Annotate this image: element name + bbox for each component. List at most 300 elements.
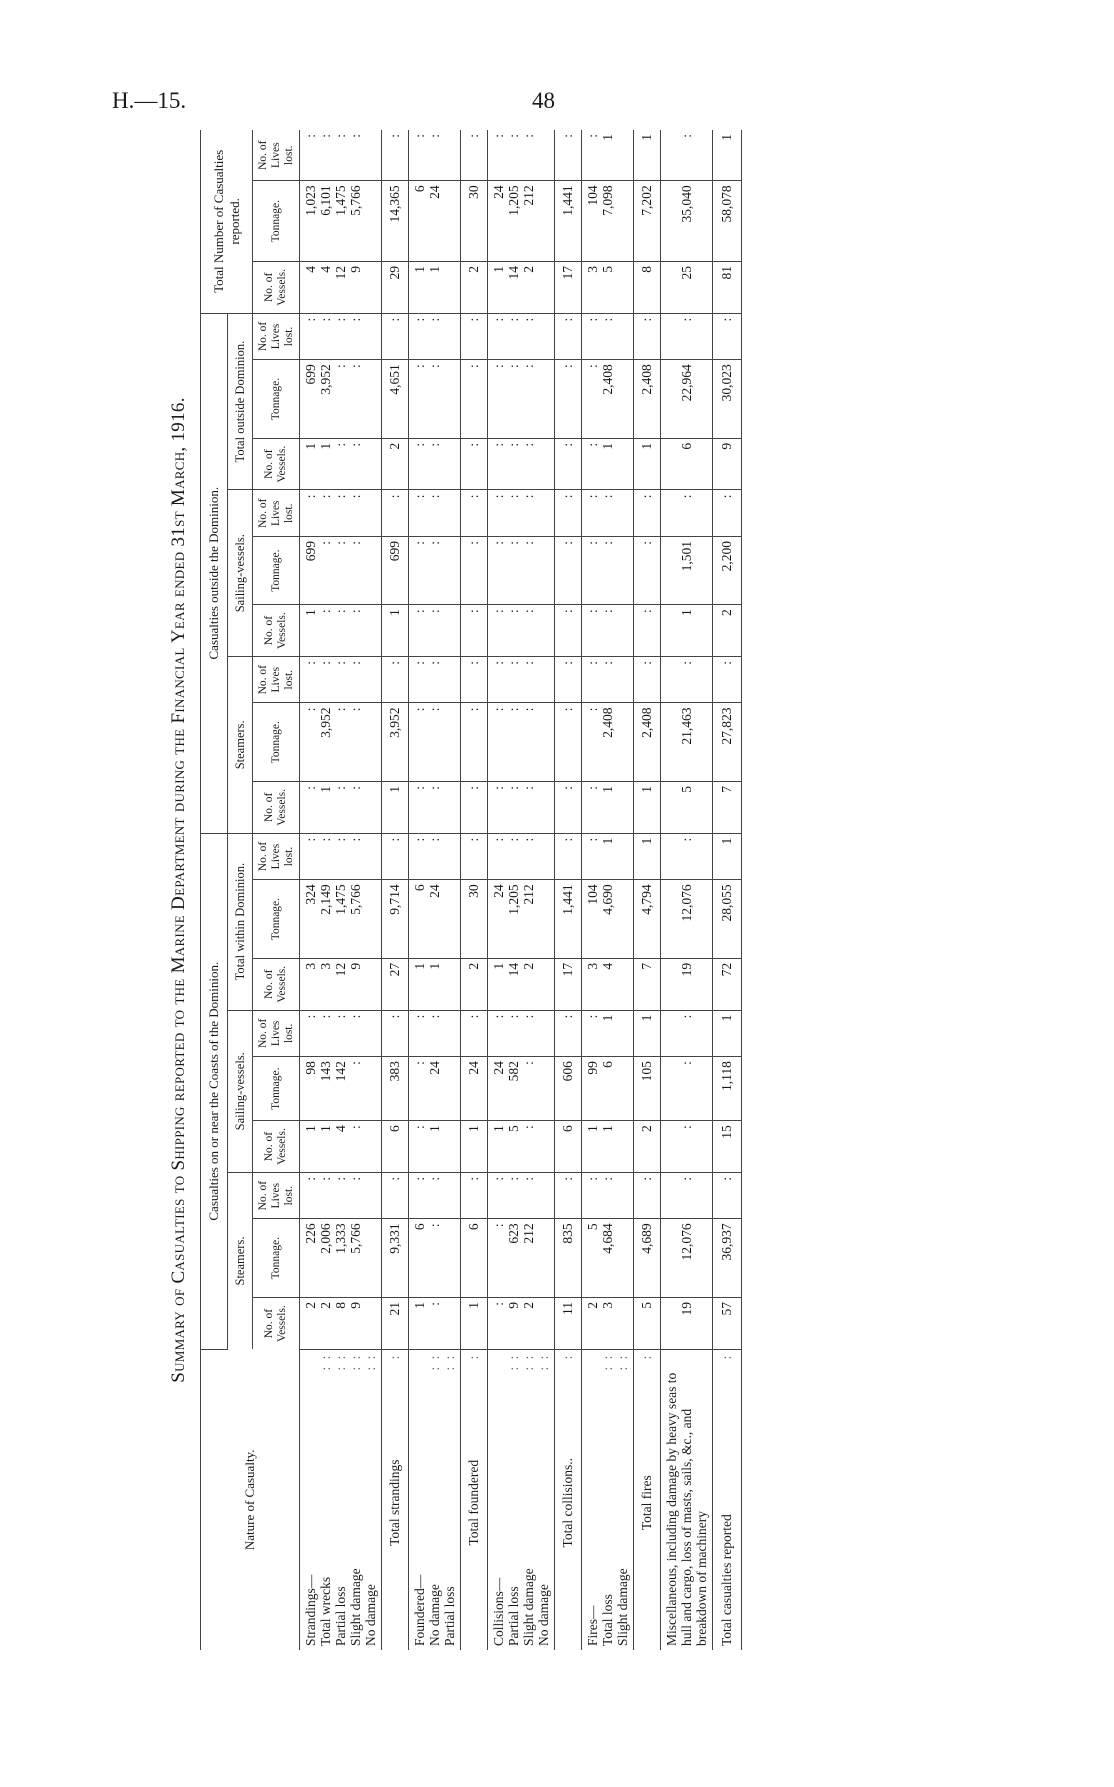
cell-value: 24 582 : bbox=[491, 1061, 536, 1082]
cell-value: 1,501 bbox=[679, 541, 694, 572]
cell-value: 21,463 bbox=[679, 707, 694, 745]
subheader-tonnage: Tonnage. bbox=[253, 1057, 300, 1121]
value-cell-vessels bbox=[461, 605, 488, 657]
cell-value: : : bbox=[585, 1176, 615, 1181]
value-cell-tonnage bbox=[713, 1219, 742, 1298]
value-cell-vessels bbox=[582, 782, 634, 834]
value-cell-tonnage bbox=[634, 880, 661, 959]
cell-value: 22,964 bbox=[679, 364, 694, 402]
cell-value: 35,040 bbox=[679, 185, 694, 223]
value-cell-lives bbox=[300, 313, 382, 360]
cell-value: 1 bbox=[466, 1125, 481, 1132]
value-cell-vessels bbox=[634, 958, 661, 1010]
value-cell-tonnage bbox=[382, 703, 409, 782]
value-cell-vessels bbox=[382, 958, 409, 1010]
cell-value: 104 4,690 bbox=[585, 884, 615, 915]
value-cell-tonnage bbox=[713, 360, 742, 439]
cell-value: : : : bbox=[491, 660, 536, 665]
cell-value: 1 bbox=[719, 1014, 734, 1022]
value-cell-tonnage bbox=[382, 181, 409, 262]
cell-value: 6 bbox=[560, 1125, 575, 1132]
cell-value: : bbox=[679, 1176, 694, 1181]
cell-value: : : : bbox=[491, 317, 536, 322]
cell-value: 1 1 bbox=[412, 266, 442, 273]
value-cell-tonnage bbox=[488, 537, 555, 605]
value-cell-vessels bbox=[409, 782, 461, 834]
cell-value: : bbox=[560, 609, 575, 614]
value-cell-lives bbox=[488, 1172, 555, 1219]
value-cell-vessels bbox=[461, 1121, 488, 1173]
value-cell-lives bbox=[409, 1172, 461, 1219]
value-cell-lives bbox=[634, 490, 661, 537]
cell-value: : : bbox=[585, 541, 615, 545]
cell-value: : : bbox=[412, 1014, 442, 1019]
value-cell-tonnage bbox=[582, 537, 634, 605]
cell-value: 27 bbox=[387, 962, 402, 977]
cell-value: : : : bbox=[491, 442, 536, 447]
value-cell-lives bbox=[634, 1172, 661, 1219]
subheader-vessels: No. of Vessels. bbox=[253, 605, 300, 657]
value-cell-tonnage bbox=[582, 360, 634, 439]
table-header bbox=[201, 130, 300, 1650]
total-outside-header: Total outside Dominion. bbox=[228, 313, 253, 490]
table-title: Summary of Casualties to Shipping reported to the Marine Department during the Financial Year ended 31st March, 1916. bbox=[168, 397, 189, 1383]
value-cell-tonnage bbox=[461, 360, 488, 439]
cell-value: 5 4,684 bbox=[585, 1223, 615, 1254]
cell-value: : : : bbox=[491, 494, 536, 499]
cell-value: 14,365 bbox=[387, 185, 402, 223]
value-cell-vessels bbox=[582, 438, 634, 490]
value-cell-tonnage bbox=[461, 1219, 488, 1298]
value-cell-tonnage bbox=[300, 360, 382, 439]
cell-value: 6 : bbox=[412, 1223, 442, 1231]
cell-value: : bbox=[466, 837, 481, 842]
cell-value: 25 bbox=[679, 266, 694, 280]
cell-value: : : : bbox=[491, 364, 536, 369]
value-cell-tonnage bbox=[488, 1219, 555, 1298]
value-cell-vessels bbox=[555, 605, 582, 657]
cell-value: 3,952 bbox=[387, 707, 402, 738]
cell-value: 4,651 bbox=[387, 364, 402, 395]
table-row bbox=[661, 130, 713, 1650]
cell-value: 72 bbox=[719, 962, 734, 977]
value-cell-vessels bbox=[409, 1121, 461, 1173]
cell-value: 24 bbox=[466, 1061, 481, 1075]
value-cell-lives bbox=[300, 130, 382, 181]
cell-value: : : bbox=[585, 660, 615, 665]
value-cell-lives bbox=[582, 833, 634, 880]
cell-value: 5 bbox=[679, 786, 694, 793]
value-cell-lives bbox=[661, 313, 713, 360]
cell-value: 1,118 bbox=[719, 1061, 734, 1091]
cell-value: : : : bbox=[491, 134, 536, 138]
cell-value: : : bbox=[412, 1176, 442, 1181]
value-cell-vessels bbox=[661, 782, 713, 834]
value-cell-lives bbox=[555, 1010, 582, 1057]
value-cell-lives bbox=[300, 833, 382, 880]
subheader-tonnage: Tonnage. bbox=[253, 360, 300, 439]
value-cell-vessels bbox=[488, 262, 555, 314]
table-row bbox=[461, 130, 488, 1650]
row-label: Total collisions.. bbox=[560, 1458, 575, 1548]
cell-value: 6 24 bbox=[412, 185, 442, 199]
cell-value: 9,331 bbox=[387, 1223, 402, 1254]
value-cell-vessels bbox=[661, 1121, 713, 1173]
value-cell-lives bbox=[634, 1010, 661, 1057]
row-label: Foundered— No damage Partial loss bbox=[412, 1574, 457, 1646]
value-cell-vessels bbox=[713, 782, 742, 834]
cell-value: 99 6 bbox=[585, 1061, 615, 1075]
value-cell-tonnage bbox=[409, 181, 461, 262]
cell-value: 105 bbox=[639, 1061, 654, 1082]
value-cell-vessels bbox=[661, 605, 713, 657]
value-cell-tonnage bbox=[634, 703, 661, 782]
value-cell-vessels bbox=[713, 1121, 742, 1173]
cell-value: 9 bbox=[719, 442, 734, 450]
within-sailing-header: Sailing-vessels. bbox=[228, 1010, 253, 1172]
value-cell-lives bbox=[382, 833, 409, 880]
subheader-lives: No. of Lives lost. bbox=[253, 656, 300, 703]
value-cell-vessels bbox=[461, 438, 488, 490]
value-cell-vessels bbox=[488, 438, 555, 490]
cell-value: 6 bbox=[387, 1125, 402, 1132]
cell-value: : bbox=[466, 660, 481, 665]
value-cell-lives bbox=[461, 130, 488, 181]
cell-value: : bbox=[679, 1061, 694, 1065]
cell-value: : bbox=[639, 541, 654, 545]
cell-value: : : : : bbox=[303, 317, 363, 322]
cell-value: : bbox=[466, 317, 481, 322]
value-cell-tonnage bbox=[713, 181, 742, 262]
value-cell-lives bbox=[409, 833, 461, 880]
cell-value: : bbox=[466, 609, 481, 614]
cell-value: : 1 bbox=[412, 1125, 442, 1132]
value-cell-vessels bbox=[555, 782, 582, 834]
value-cell-vessels bbox=[555, 262, 582, 314]
value-cell-tonnage bbox=[661, 880, 713, 959]
value-cell-lives bbox=[582, 656, 634, 703]
value-cell-lives bbox=[300, 656, 382, 703]
cell-value: : bbox=[387, 494, 402, 499]
table-row bbox=[582, 130, 634, 1650]
cell-value: : : bbox=[412, 837, 442, 842]
cell-value: : bbox=[679, 837, 694, 842]
value-cell-lives bbox=[300, 1172, 382, 1219]
row-label-cell bbox=[582, 1349, 634, 1650]
value-cell-tonnage bbox=[661, 181, 713, 262]
outside-steamers-header: Steamers. bbox=[228, 656, 253, 833]
cell-value: 3 4 bbox=[585, 962, 615, 970]
value-cell-tonnage bbox=[555, 537, 582, 605]
cell-value: 835 bbox=[560, 1223, 575, 1244]
value-cell-vessels bbox=[661, 262, 713, 314]
row-label: Total strandings bbox=[387, 1459, 402, 1546]
cell-value: : bbox=[560, 364, 575, 369]
cell-value: 8 bbox=[639, 266, 654, 273]
cell-value: 2 bbox=[387, 442, 402, 450]
cell-value: : : bbox=[585, 317, 615, 322]
value-cell-tonnage bbox=[555, 1219, 582, 1298]
table-row bbox=[488, 130, 555, 1650]
table-row bbox=[382, 130, 409, 1650]
value-cell-vessels bbox=[713, 958, 742, 1010]
cell-value: : bbox=[387, 134, 402, 138]
cell-value: 104 7,098 bbox=[585, 185, 615, 216]
cell-value: 1,441 bbox=[560, 185, 575, 216]
value-cell-vessels bbox=[634, 782, 661, 834]
value-cell-tonnage bbox=[382, 1219, 409, 1298]
value-cell-tonnage bbox=[409, 703, 461, 782]
row-label: Strandings— Total wrecks Partial loss Slight damage No damage bbox=[303, 1568, 378, 1646]
value-cell-tonnage bbox=[634, 537, 661, 605]
cell-value: : bbox=[639, 494, 654, 499]
cell-value: : bbox=[560, 317, 575, 322]
cell-value: : : bbox=[412, 364, 442, 369]
subheader-vessels: No. of Vessels. bbox=[253, 262, 300, 314]
cell-value: 30 bbox=[466, 884, 481, 898]
cell-value: : 3,952 : : bbox=[303, 707, 363, 738]
cell-value: 7 bbox=[639, 962, 654, 970]
cell-value: 1 bbox=[466, 1301, 481, 1309]
cell-value: 6 24 bbox=[412, 884, 442, 898]
cell-value: 2,408 bbox=[639, 364, 654, 395]
value-cell-vessels bbox=[300, 958, 382, 1010]
value-cell-vessels bbox=[461, 958, 488, 1010]
cell-value: 57 bbox=[719, 1301, 734, 1316]
value-cell-tonnage bbox=[582, 703, 634, 782]
cell-value: 27,823 bbox=[719, 707, 734, 745]
value-cell-lives bbox=[382, 1010, 409, 1057]
value-cell-vessels bbox=[382, 782, 409, 834]
subheader-vessels: No. of Vessels. bbox=[253, 1297, 300, 1349]
value-cell-lives bbox=[582, 313, 634, 360]
value-cell-lives bbox=[661, 490, 713, 537]
cell-value: : : : : bbox=[303, 1176, 363, 1181]
value-cell-tonnage bbox=[582, 880, 634, 959]
subheader-tonnage: Tonnage. bbox=[253, 537, 300, 605]
value-cell-lives bbox=[634, 833, 661, 880]
cell-value: 12,076 bbox=[679, 1223, 694, 1261]
value-cell-tonnage bbox=[382, 1057, 409, 1121]
cell-value: : bbox=[639, 1176, 654, 1181]
cell-value: 11 bbox=[560, 1301, 575, 1315]
cell-value: 1 1 4 : bbox=[303, 1125, 363, 1132]
cell-value: : bbox=[560, 1014, 575, 1019]
value-cell-lives bbox=[382, 1172, 409, 1219]
leader-dots: : bbox=[560, 1353, 575, 1360]
leader-dots: : : : : bbox=[427, 1353, 457, 1371]
cell-value: 699 3,952 : : bbox=[303, 364, 363, 395]
cell-value: : 1 bbox=[585, 134, 615, 141]
cell-value: : 9 2 bbox=[491, 1301, 536, 1309]
cell-value: : 1 bbox=[585, 837, 615, 845]
row-label: Total foundered bbox=[466, 1459, 481, 1546]
value-cell-tonnage bbox=[300, 880, 382, 959]
value-cell-tonnage bbox=[300, 1057, 382, 1121]
value-cell-tonnage bbox=[300, 181, 382, 262]
subheader-tonnage: Tonnage. bbox=[253, 703, 300, 782]
cell-value: : bbox=[719, 317, 734, 322]
value-cell-lives bbox=[300, 490, 382, 537]
value-cell-tonnage bbox=[634, 181, 661, 262]
page-reference: H.—15. bbox=[112, 88, 187, 113]
cell-value: 699 : : : bbox=[303, 541, 363, 562]
cell-value: 1 1 bbox=[585, 1125, 615, 1132]
cell-value: 24 1,205 212 bbox=[491, 884, 536, 915]
value-cell-tonnage bbox=[661, 1057, 713, 1121]
leader-dots: : bbox=[639, 1353, 654, 1360]
cell-value: 19 bbox=[679, 1301, 694, 1316]
cell-value: : bbox=[560, 134, 575, 138]
value-cell-tonnage bbox=[409, 1219, 461, 1298]
cell-value: 1,441 bbox=[560, 884, 575, 915]
leader-dots: : bbox=[387, 1353, 402, 1360]
value-cell-vessels bbox=[661, 1297, 713, 1349]
row-label-cell bbox=[713, 1349, 742, 1650]
cell-value: 3 5 bbox=[585, 266, 615, 273]
value-cell-tonnage bbox=[661, 703, 713, 782]
cell-value: 1 bbox=[639, 134, 654, 141]
cell-value: : : bbox=[585, 494, 615, 499]
cell-value: 5 bbox=[639, 1301, 654, 1309]
row-label: Miscellaneous, including damage by heavy seas to hull and cargo, loss of masts, sails, &c., and breakdown of machinery bbox=[664, 1372, 709, 1646]
cell-value: : bbox=[639, 317, 654, 322]
cell-value: : 1 bbox=[585, 1014, 615, 1022]
cell-value: 30,023 bbox=[719, 364, 734, 402]
value-cell-tonnage bbox=[555, 181, 582, 262]
subheader-lives: No. of Lives lost. bbox=[253, 490, 300, 537]
cell-value: 1 14 2 bbox=[491, 266, 536, 280]
cell-value: 21 bbox=[387, 1301, 402, 1316]
cell-value: : : bbox=[412, 660, 442, 665]
value-cell-vessels bbox=[300, 605, 382, 657]
cell-value: : : bbox=[412, 494, 442, 499]
cell-value: 2 bbox=[466, 266, 481, 273]
value-cell-vessels bbox=[488, 1297, 555, 1349]
value-cell-vessels bbox=[582, 1297, 634, 1349]
cell-value: : bbox=[466, 442, 481, 447]
cell-value: 226 2,006 1,333 5,766 bbox=[303, 1223, 363, 1254]
value-cell-vessels bbox=[634, 605, 661, 657]
cell-value: : : bbox=[412, 786, 442, 790]
row-label-cell bbox=[409, 1349, 461, 1650]
cell-value: 19 bbox=[679, 962, 694, 977]
subheader-lives: No. of Lives lost. bbox=[253, 130, 300, 181]
table-row bbox=[409, 130, 461, 1650]
total-within-header: Total within Dominion. bbox=[228, 833, 253, 1010]
value-cell-vessels bbox=[582, 958, 634, 1010]
value-cell-tonnage bbox=[409, 360, 461, 439]
cell-value: : bbox=[639, 609, 654, 614]
value-cell-lives bbox=[555, 490, 582, 537]
value-cell-lives bbox=[382, 656, 409, 703]
value-cell-lives bbox=[634, 656, 661, 703]
cell-value: : : bbox=[412, 707, 442, 712]
cell-value: 1,023 6,101 1,475 5,766 bbox=[303, 185, 363, 216]
row-label-cell bbox=[300, 1349, 382, 1650]
cell-value: 36,937 bbox=[719, 1223, 734, 1261]
value-cell-lives bbox=[488, 833, 555, 880]
cell-value: : : bbox=[585, 609, 615, 614]
cell-value: : : : : bbox=[303, 660, 363, 665]
value-cell-vessels bbox=[555, 1297, 582, 1349]
value-cell-tonnage bbox=[461, 181, 488, 262]
cell-value: : bbox=[387, 317, 402, 322]
subheader-vessels: No. of Vessels. bbox=[253, 1121, 300, 1173]
cell-value: 1 bbox=[719, 837, 734, 845]
value-cell-vessels bbox=[382, 262, 409, 314]
total-number-header: Total Number of Casualties reported. bbox=[201, 130, 253, 313]
value-cell-lives bbox=[713, 313, 742, 360]
cell-value: 15 bbox=[719, 1125, 734, 1139]
cell-value: : : bbox=[412, 134, 442, 138]
value-cell-tonnage bbox=[461, 880, 488, 959]
cell-value: 9,714 bbox=[387, 884, 402, 915]
leader-dots: : : : : : : bbox=[506, 1353, 551, 1371]
cell-value: 2 bbox=[719, 609, 734, 616]
cell-value: : : : : bbox=[303, 1014, 363, 1019]
cell-value: 1 bbox=[719, 134, 734, 141]
value-cell-vessels bbox=[300, 438, 382, 490]
cell-value: : : bbox=[412, 442, 442, 447]
value-cell-tonnage bbox=[488, 181, 555, 262]
cell-value: 3 3 12 9 bbox=[303, 962, 363, 977]
value-cell-vessels bbox=[382, 438, 409, 490]
cell-value: : : : : bbox=[303, 494, 363, 499]
value-cell-tonnage bbox=[555, 703, 582, 782]
value-cell-tonnage bbox=[582, 1219, 634, 1298]
value-cell-vessels bbox=[555, 1121, 582, 1173]
value-cell-vessels bbox=[409, 1297, 461, 1349]
value-cell-lives bbox=[555, 656, 582, 703]
value-cell-tonnage bbox=[300, 703, 382, 782]
value-cell-tonnage bbox=[461, 537, 488, 605]
cell-value: : : : : bbox=[303, 837, 363, 842]
value-cell-lives bbox=[409, 490, 461, 537]
value-cell-vessels bbox=[300, 1121, 382, 1173]
cell-value: 1 bbox=[639, 442, 654, 450]
cell-value: : bbox=[679, 317, 694, 322]
subheader-lives: No. of Lives lost. bbox=[253, 313, 300, 360]
cell-value: 4,689 bbox=[639, 1223, 654, 1254]
subheader-lives: No. of Lives lost. bbox=[253, 1172, 300, 1219]
value-cell-tonnage bbox=[555, 1057, 582, 1121]
cell-value: 1 : : : bbox=[303, 609, 363, 616]
cell-value: 28,055 bbox=[719, 884, 734, 922]
value-cell-lives bbox=[300, 1010, 382, 1057]
row-label-cell bbox=[382, 1349, 409, 1650]
cell-value: : bbox=[560, 786, 575, 790]
value-cell-lives bbox=[713, 833, 742, 880]
cell-value: : bbox=[560, 660, 575, 665]
value-cell-lives bbox=[661, 1172, 713, 1219]
value-cell-tonnage bbox=[300, 1219, 382, 1298]
cell-value: : bbox=[679, 660, 694, 665]
cell-value: 1 bbox=[387, 609, 402, 616]
value-cell-vessels bbox=[555, 438, 582, 490]
cell-value: : bbox=[387, 1014, 402, 1019]
cell-value: 324 2,149 1,475 5,766 bbox=[303, 884, 363, 915]
cell-value: : 1 : : bbox=[303, 786, 363, 793]
cell-value: : bbox=[719, 1176, 734, 1181]
leader-dots: : : : : : : : : bbox=[318, 1353, 378, 1371]
value-cell-lives bbox=[713, 1172, 742, 1219]
cell-value: : 24 bbox=[412, 1061, 442, 1075]
cell-value: 98 143 142 : bbox=[303, 1061, 363, 1082]
row-label-cell bbox=[661, 1349, 713, 1650]
value-cell-vessels bbox=[634, 1297, 661, 1349]
cell-value: : : : : bbox=[303, 134, 363, 138]
